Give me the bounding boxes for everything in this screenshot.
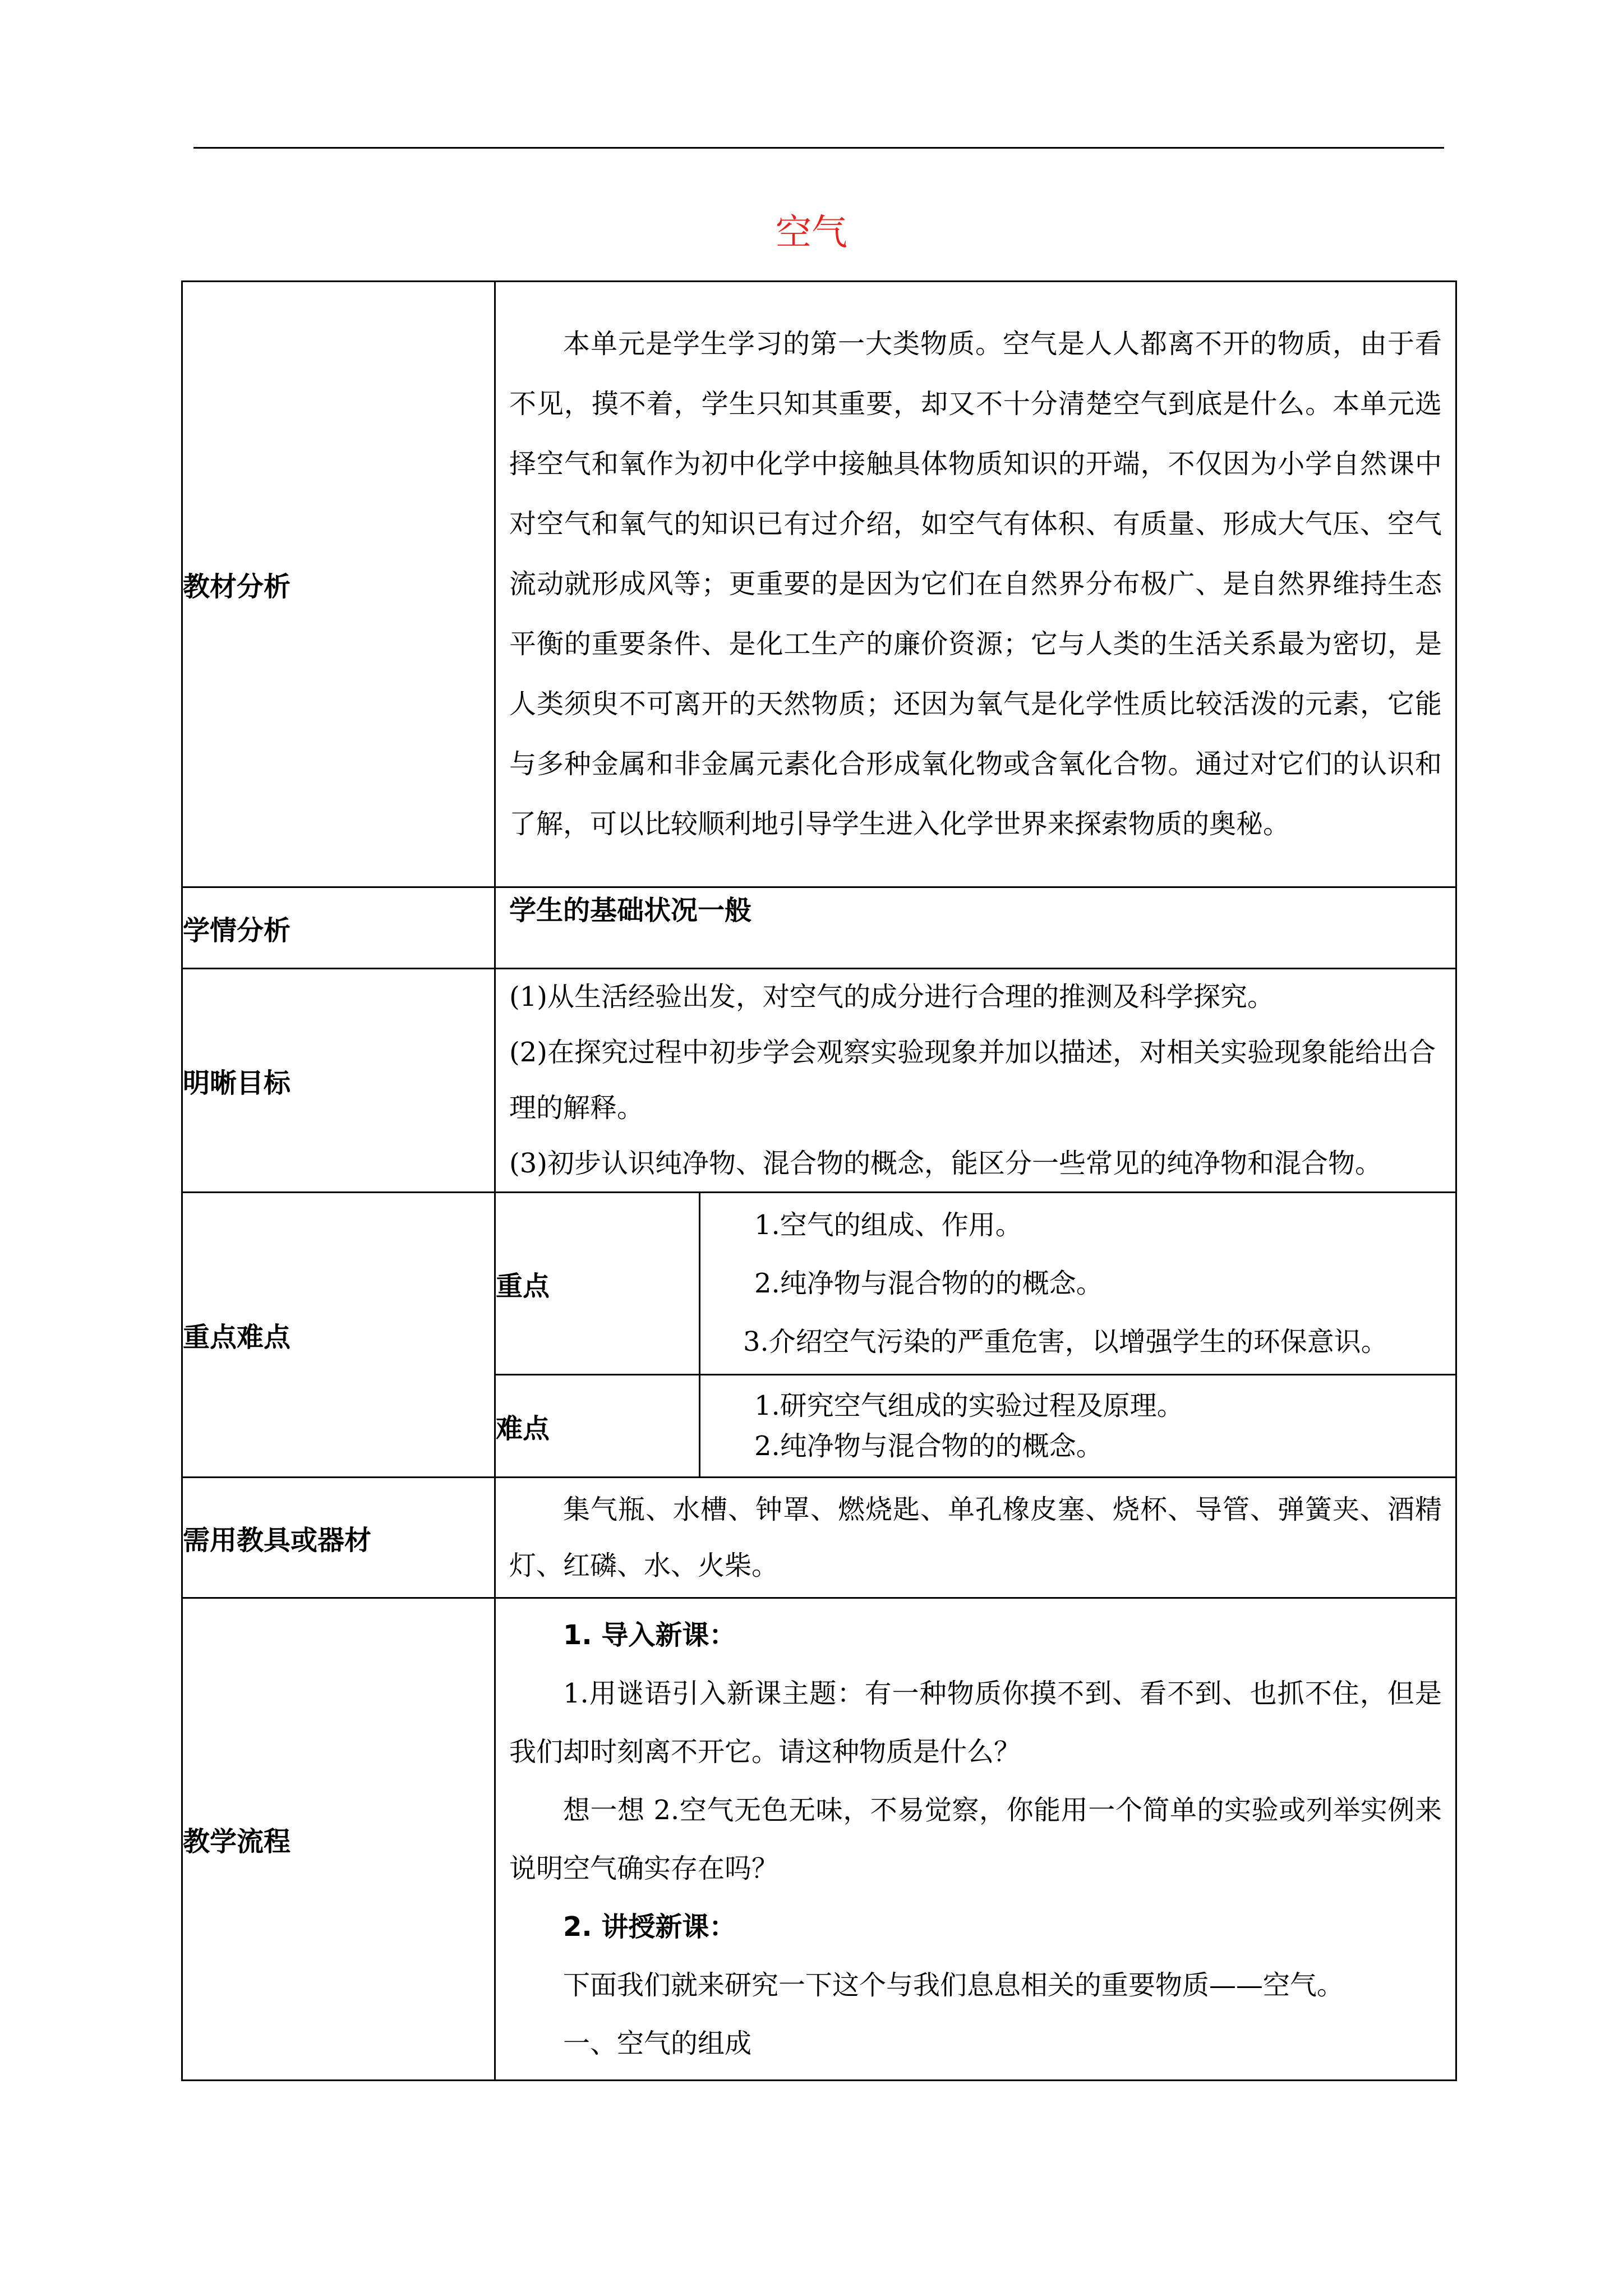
cell-materials xyxy=(495,1478,1456,1598)
key-point-item: 1.空气的组成、作用。 xyxy=(754,1209,1022,1241)
row-student-analysis xyxy=(182,887,1456,969)
cell-objectives xyxy=(495,969,1456,1193)
label-process: 教学流程 xyxy=(182,1598,495,2081)
new-lesson-heading: 2. 讲授新课： xyxy=(563,1911,736,1943)
objective-item: (2)在探究过程中初步学会观察实验现象并加以描述，对相关实验现象能给出合理的解释。 xyxy=(509,1037,1436,1124)
subsection-heading: 一、空气的组成 xyxy=(563,2027,752,2059)
cell-student-analysis xyxy=(495,887,1456,969)
difficult-point-item: 1.研究空气组成的实验过程及原理。 xyxy=(754,1390,1184,1421)
cell-process xyxy=(495,1598,1456,2081)
objective-item: (3)初步认识纯净物、混合物的概念，能区分一些常见的纯净物和混合物。 xyxy=(509,1148,1382,1179)
row-process xyxy=(182,1598,1456,2081)
row-key-points xyxy=(182,1193,1456,1375)
lesson-plan-table xyxy=(181,280,1457,2081)
key-point-item: 2.纯净物与混合物的的概念。 xyxy=(754,1268,1103,1299)
intro-heading: 1. 导入新课： xyxy=(563,1619,736,1651)
label-objectives: 明晰目标 xyxy=(182,969,495,1193)
materials-text: 集气瓶、水槽、钟罩、燃烧匙、单孔橡皮塞、烧杯、导管、弹簧夹、酒精灯、红磷、水、火柴。 xyxy=(509,1494,1442,1581)
key-point-item: 3.介绍空气污染的严重危害，以增强学生的环保意识。 xyxy=(743,1326,1388,1358)
textbook-analysis-text: 本单元是学生学习的第一大类物质。空气是人人都离不开的物质，由于看不见，摸不着，学生只知其重要，却又不十分清楚空气到底是什么。本单元选择空气和氧作为初中化学中接触具体物质知识的开端，不仅因为小学自然课中对空气和氧气的知识已有过介绍，如空气有体积、有质量、形成大气压、空气流动就形成风等；更重要的是因为它们在自然界分布极广、是自然界维持生态平衡的重要条件、是化工生产的廉价资源；它与人类的生活关系最为密切，是人类须臾不可离开的天然物质；还因为氧气是化学性质比较活泼的元素，它能与多种金属和非金属元素化合形成氧化物或含氧化合物。通过对它们的认识和了解，可以比较顺利地引导学生进入化学世界来探索物质的奥秘。 xyxy=(509,328,1442,840)
label-student-analysis: 学情分析 xyxy=(182,887,495,969)
label-key-points: 重点 xyxy=(495,1193,700,1375)
row-textbook-analysis xyxy=(182,282,1456,887)
cell-key-points xyxy=(700,1193,1456,1375)
intro-think: 想一想 2.空气无色无味，不易觉察，你能用一个简单的实验或列举实例来说明空气确实存在吗？ xyxy=(509,1794,1442,1884)
objective-item: (1)从生活经验出发，对空气的成分进行合理的推测及科学探究。 xyxy=(509,981,1274,1013)
cell-difficult-points xyxy=(700,1375,1456,1478)
intro-riddle: 1.用谜语引入新课主题：有一种物质你摸不到、看不到、也抓不住，但是我们却时刻离不开它。请这种物质是什么？ xyxy=(509,1677,1442,1768)
student-analysis-text: 学生的基础状况一般 xyxy=(509,895,752,926)
header-rule xyxy=(193,147,1444,149)
cell-textbook-analysis xyxy=(495,282,1456,887)
row-objectives xyxy=(182,969,1456,1193)
label-key-difficult: 重点难点 xyxy=(182,1193,495,1478)
label-textbook-analysis: 教材分析 xyxy=(182,282,495,887)
difficult-point-item: 2.纯净物与混合物的的概念。 xyxy=(754,1430,1103,1462)
row-materials xyxy=(182,1478,1456,1598)
label-materials: 需用教具或器材 xyxy=(182,1478,495,1598)
document-title: 空气 xyxy=(776,212,847,254)
new-lesson-text: 下面我们就来研究一下这个与我们息息相关的重要物质——空气。 xyxy=(563,1969,1344,2001)
label-difficult-points: 难点 xyxy=(495,1375,700,1478)
